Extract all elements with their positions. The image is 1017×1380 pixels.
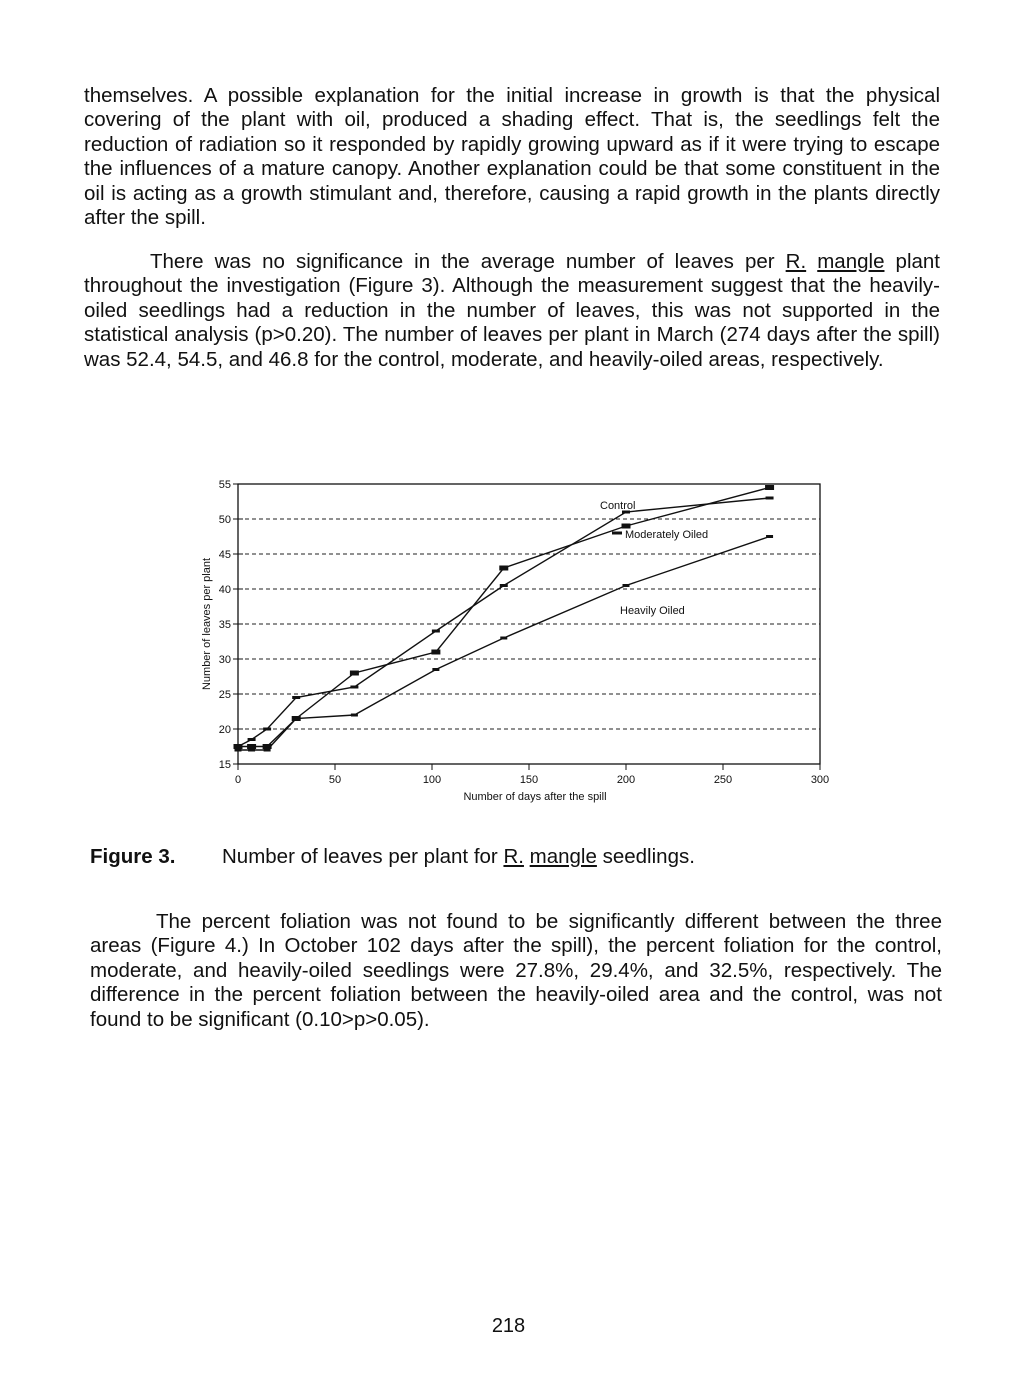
- caption-genus: R.: [503, 845, 524, 868]
- series-label-moderately-oiled: Moderately Oiled: [625, 529, 709, 541]
- line-chart: [180, 470, 860, 810]
- data-point-heavily-oiled: [351, 714, 358, 717]
- figure-3-chart: [180, 470, 860, 810]
- y-tick-label: 30: [218, 654, 231, 666]
- x-tick-label: 50: [328, 774, 342, 786]
- page-number: 218: [491, 1315, 526, 1337]
- series-label-heavily-oiled: Heavily Oiled: [620, 605, 685, 617]
- data-point-moderately-oiled: [234, 744, 243, 749]
- x-tick-label: 200: [616, 774, 636, 786]
- y-tick-label: 35: [218, 619, 231, 631]
- paragraph-3: [90, 910, 942, 1032]
- caption-species: mangle: [529, 845, 597, 868]
- data-point-heavily-oiled: [264, 749, 271, 752]
- paragraph-2-text-b: plant throughout the investigation (Figure 3). Although the measurement suggest that the heavily-oiled seedlings had a reduction in the number of leaves, this was not supported in the statistical analysis (p>0.20). The number of leaves per plant in March (274 days after the spill) was 52.4, 54.5, and 46.8 for the control, moderate, and heavily-oiled areas, respectively.: [84, 250, 941, 371]
- data-point-moderately-oiled: [247, 744, 256, 749]
- x-tick-label: 100: [422, 774, 442, 786]
- data-point-moderately-oiled: [431, 650, 440, 655]
- paragraph-2-text-a: There was no significance in the average number of leaves per: [150, 250, 786, 273]
- species-name: mangle: [817, 250, 885, 273]
- x-tick-label: 150: [519, 774, 539, 786]
- data-point-heavily-oiled: [248, 749, 255, 752]
- data-point-heavily-oiled: [293, 717, 300, 720]
- data-point-heavily-oiled: [235, 749, 242, 752]
- y-tick-label: 55: [218, 479, 231, 491]
- caption-label: Figure 3.: [90, 845, 176, 868]
- paragraph-3-text: The percent foliation was not found to be significantly different between the three areas (Figure 4.) In October 102 days after the spill), the percent foliation for the control, moderate, and heavily-oiled seedlings were 27.8%, 29.4%, and 32.5%, respectively. The difference in the percent foliation between the heavily-oiled area and the control, was not found to be significant (0.10>p>0.05).: [90, 910, 942, 1031]
- x-tick-label: 0: [234, 774, 242, 786]
- x-tick-label: 300: [810, 774, 830, 786]
- y-axis-label: Number of leaves per plant: [201, 557, 213, 691]
- caption-text-a: Number of leaves per plant for: [222, 845, 504, 868]
- y-tick-label: 50: [218, 514, 231, 526]
- caption-text-b: seedlings.: [596, 845, 695, 868]
- paragraph-1-text: themselves. A possible explanation for the initial increase in growth is that the physical covering of the plant with oil, produced a shading effect. That is, the seedlings felt the reduction of radiation so it responded by rapidly growing upward as if it were trying to escape the influences of a mature canopy. Another explanation could be that some constituent in the oil is acting as a growth stimulant and, therefore, causing a rapid growth in the plants directly after the spill.: [84, 84, 940, 230]
- data-point-moderately-oiled: [350, 671, 359, 676]
- series-line-moderately-oiled: [238, 488, 770, 747]
- y-tick-label: 15: [218, 759, 231, 771]
- figure-caption: [90, 845, 695, 869]
- y-tick-label: 45: [218, 549, 231, 561]
- paragraph-1: [84, 84, 940, 230]
- data-point-heavily-oiled: [623, 584, 630, 587]
- genus-abbrev: R.: [785, 250, 807, 273]
- data-point-moderately-oiled: [499, 566, 508, 571]
- paragraph-2: [84, 250, 940, 372]
- x-tick-label: 250: [713, 774, 733, 786]
- y-tick-label: 40: [218, 584, 231, 596]
- data-point-heavily-oiled: [766, 535, 773, 538]
- data-point-heavily-oiled: [432, 668, 439, 671]
- data-point-heavily-oiled: [500, 637, 507, 640]
- data-point-moderately-oiled: [622, 524, 631, 529]
- data-point-moderately-oiled: [765, 485, 774, 490]
- x-axis-label: Number of days after the spill: [463, 791, 607, 803]
- y-tick-label: 20: [218, 724, 231, 736]
- series-label-control: Control: [600, 500, 636, 512]
- y-tick-label: 25: [218, 689, 231, 701]
